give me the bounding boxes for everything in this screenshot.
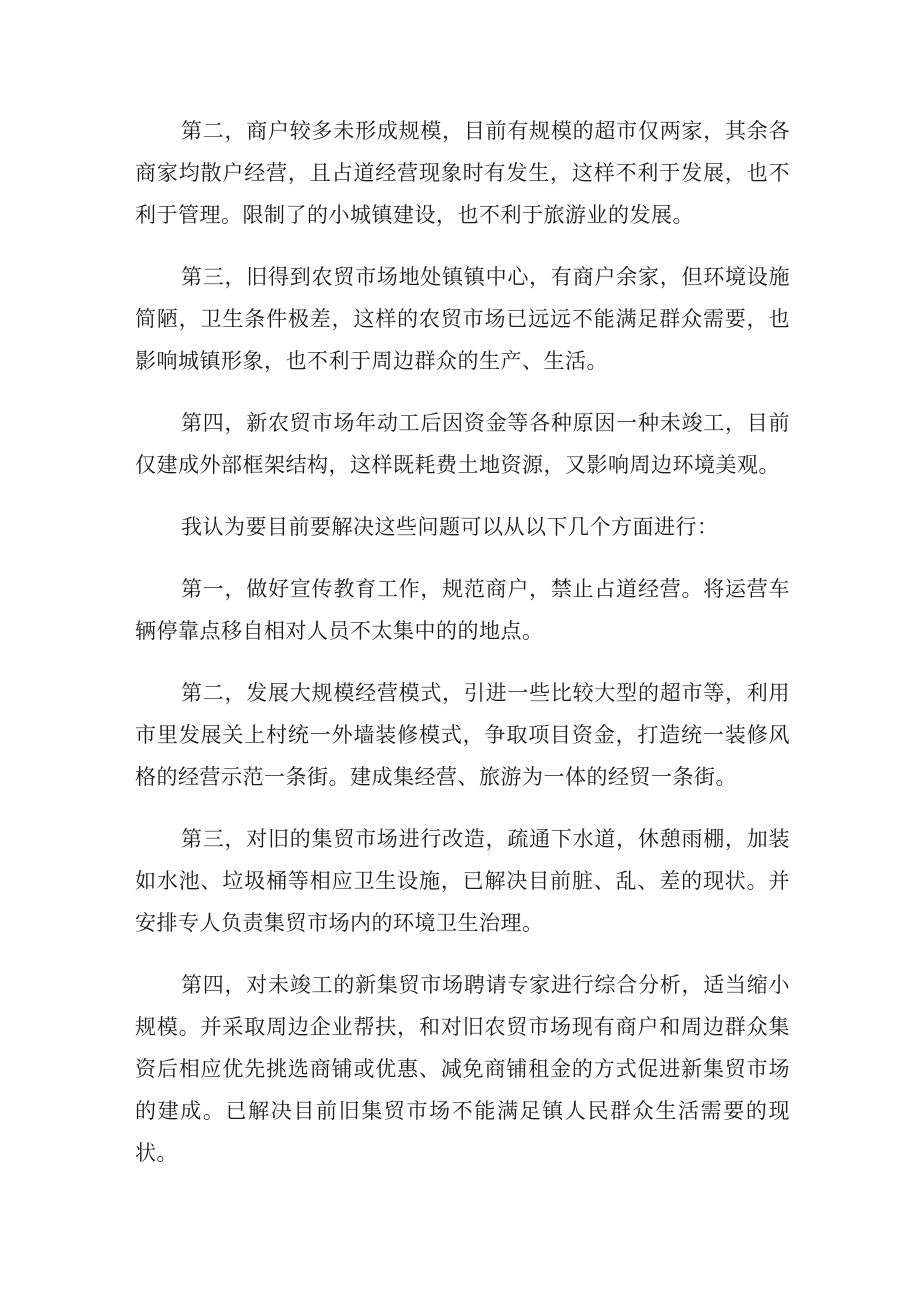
document-body (135, 110, 790, 1174)
paragraph-fourth-issue: 第四，新农贸市场年动工后因资金等各种原因一种未竣工，目前仅建成外部框架结构，这样既耗费土地资源，又影响周边环境美观。 (135, 411, 790, 477)
paragraph-first-solution: 第一，做好宣传教育工作，规范商户，禁止占道经营。将运营车辆停靠点移自相对人员不太集中的的地点。 (135, 577, 790, 643)
paragraph-solutions-intro: 我认为要目前要解决这些问题可以从以下几个方面进行： (181, 515, 719, 539)
paragraph-third-solution: 第三，对旧的集贸市场进行改造，疏通下水道，休憩雨棚，加装如水池、垃圾桶等相应卫生设施，已解决目前脏、乱、差的现状。并安排专人负责集贸市场内的环境卫生治理。 (135, 827, 790, 935)
paragraph-fourth-solution: 第四，对未竣工的新集贸市场聘请专家进行综合分析，适当缩小规模。并采取周边企业帮扶，和对旧农贸市场现有商户和周边群众集资后相应优先挑选商铺或优惠、减免商铺租金的方式促进新集贸市场的建成。已解决目前旧集贸市场不能满足镇人民群众生活需要的现状。 (135, 973, 790, 1165)
paragraph-third-issue: 第三，旧得到农贸市场地处镇镇中心，有商户余家，但环境设施简陋，卫生条件极差，这样的农贸市场已远远不能满足群众需要，也影响城镇形象，也不利于周边群众的生产、生活。 (135, 265, 790, 373)
paragraph-second-issue: 第二，商户较多未形成规模，目前有规模的超市仅两家，其余各商家均散户经营，且占道经营现象时有发生，这样不利于发展，也不利于管理。限制了的小城镇建设，也不利于旅游业的发展。 (135, 119, 790, 227)
paragraph-second-solution: 第二，发展大规模经营模式，引进一些比较大型的超市等，利用市里发展关上村统一外墙装修模式，争取项目资金，打造统一装修风格的经营示范一条街。建成集经营、旅游为一体的经贸一条街。 (135, 681, 790, 789)
